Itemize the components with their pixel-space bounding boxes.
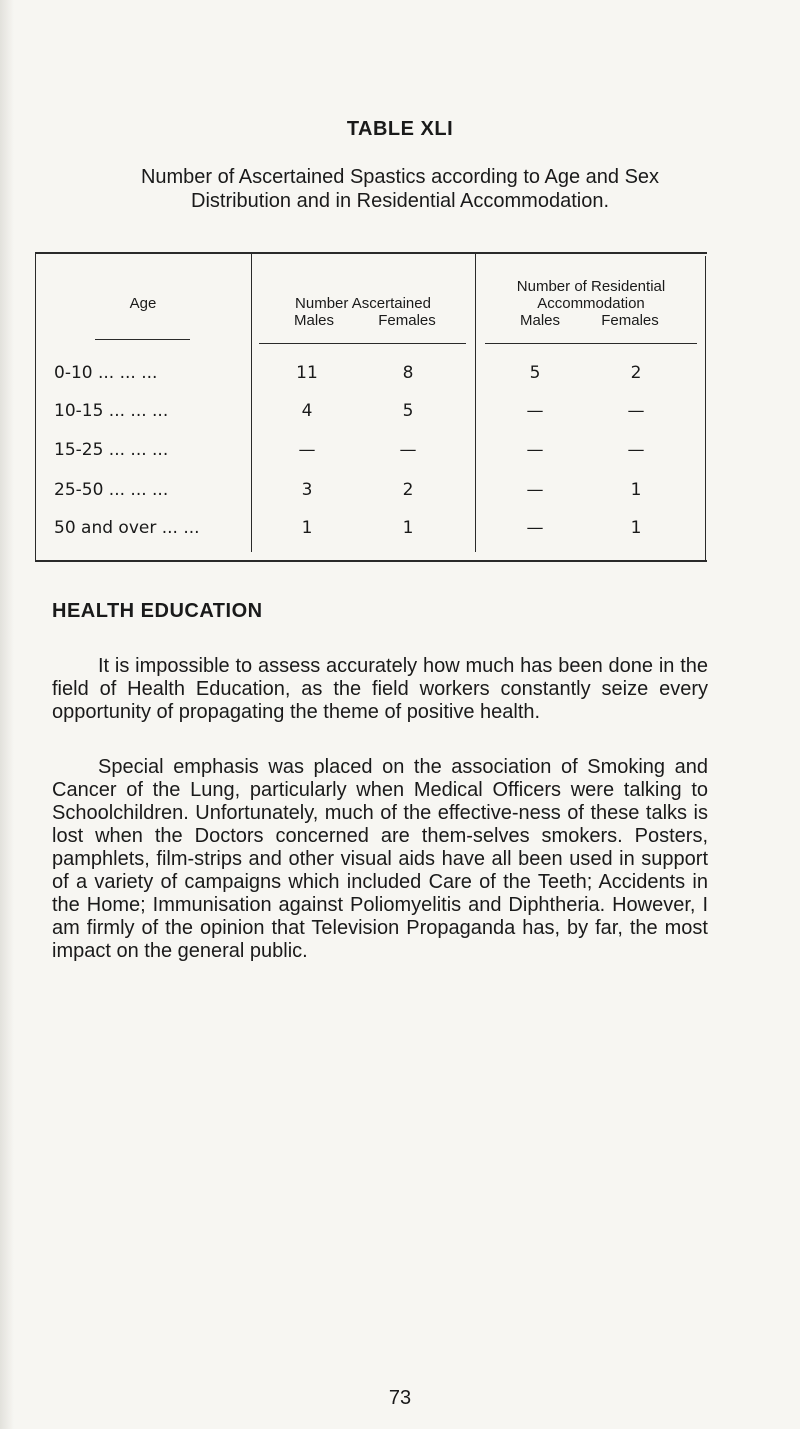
table-top-rule [35,252,707,254]
header-rule-ascertained [259,343,466,344]
header-residential-line2: Accommodation [537,295,645,312]
res-females-cell: — [627,401,645,421]
table-bottom-rule [35,560,707,562]
header-asc-males: Males [293,312,334,329]
spastics-table [35,252,707,562]
table-title: TABLE XLI [346,118,454,140]
res-females-cell: 1 [630,480,642,500]
res-males-cell: — [526,401,544,421]
header-res-males: Males [519,312,560,329]
header-ascertained: Number Ascertained [295,295,431,312]
age-cell: 25-50 ... ... ... [54,480,169,500]
header-rule-age [95,339,190,340]
asc-females-cell: 5 [402,401,414,421]
res-females-cell: — [627,440,645,460]
header-residential-line1: Number of Residential [516,278,666,295]
asc-males-cell: — [298,440,316,460]
paragraph-2: Special emphasis was placed on the association of Smoking and Cancer of the Lung, particularly when Medical Officers were talking to Schoolchildren. Unfortunately, much of the effective-ness of these talks is lost when the Doctors concerned are them-selves smokers. Posters, pamphlets, film-strips and other visual aids have all been used in support of a variety of campaigns which included Care of the Teeth; Accidents in the Home; Immunisation against Poliomyelitis and Diphtheria. However, I am firmly of the opinion that Television Propaganda has, by far, the most impact on the general public. [52,756,708,962]
age-cell: 10-15 ... ... ... [54,401,169,421]
header-rule-residential [485,343,697,344]
asc-males-cell: 3 [301,480,313,500]
asc-females-cell: 2 [402,480,414,500]
asc-males-cell: 4 [301,401,313,421]
page-number: 73 [388,1387,412,1409]
page-margin-shadow [0,0,14,1429]
header-res-females: Females [601,312,659,329]
res-males-cell: 5 [529,363,541,383]
res-females-cell: 2 [630,363,642,383]
asc-females-cell: 8 [402,363,414,383]
asc-males-cell: 11 [296,363,318,383]
res-males-cell: — [526,440,544,460]
age-cell: 15-25 ... ... ... [54,440,169,460]
res-females-cell: 1 [630,518,642,538]
age-cell: 50 and over ... ... [54,518,200,538]
asc-males-cell: 1 [301,518,313,538]
table-caption: Number of Ascertained Spastics according to Age and Sex Distribution and in Residential Accommodation. [140,166,660,212]
asc-females-cell: 1 [402,518,414,538]
paragraph-1: It is impossible to assess accurately how much has been done in the field of Health Education, as the field workers constantly seize every opportunity of propagating the theme of positive health. [52,655,708,723]
section-heading: HEALTH EDUCATION [52,600,263,622]
res-males-cell: — [526,480,544,500]
header-age: Age [129,295,157,312]
header-asc-females: Females [378,312,436,329]
asc-females-cell: — [399,440,417,460]
res-males-cell: — [526,518,544,538]
age-cell: 0-10 ... ... ... [54,363,158,383]
